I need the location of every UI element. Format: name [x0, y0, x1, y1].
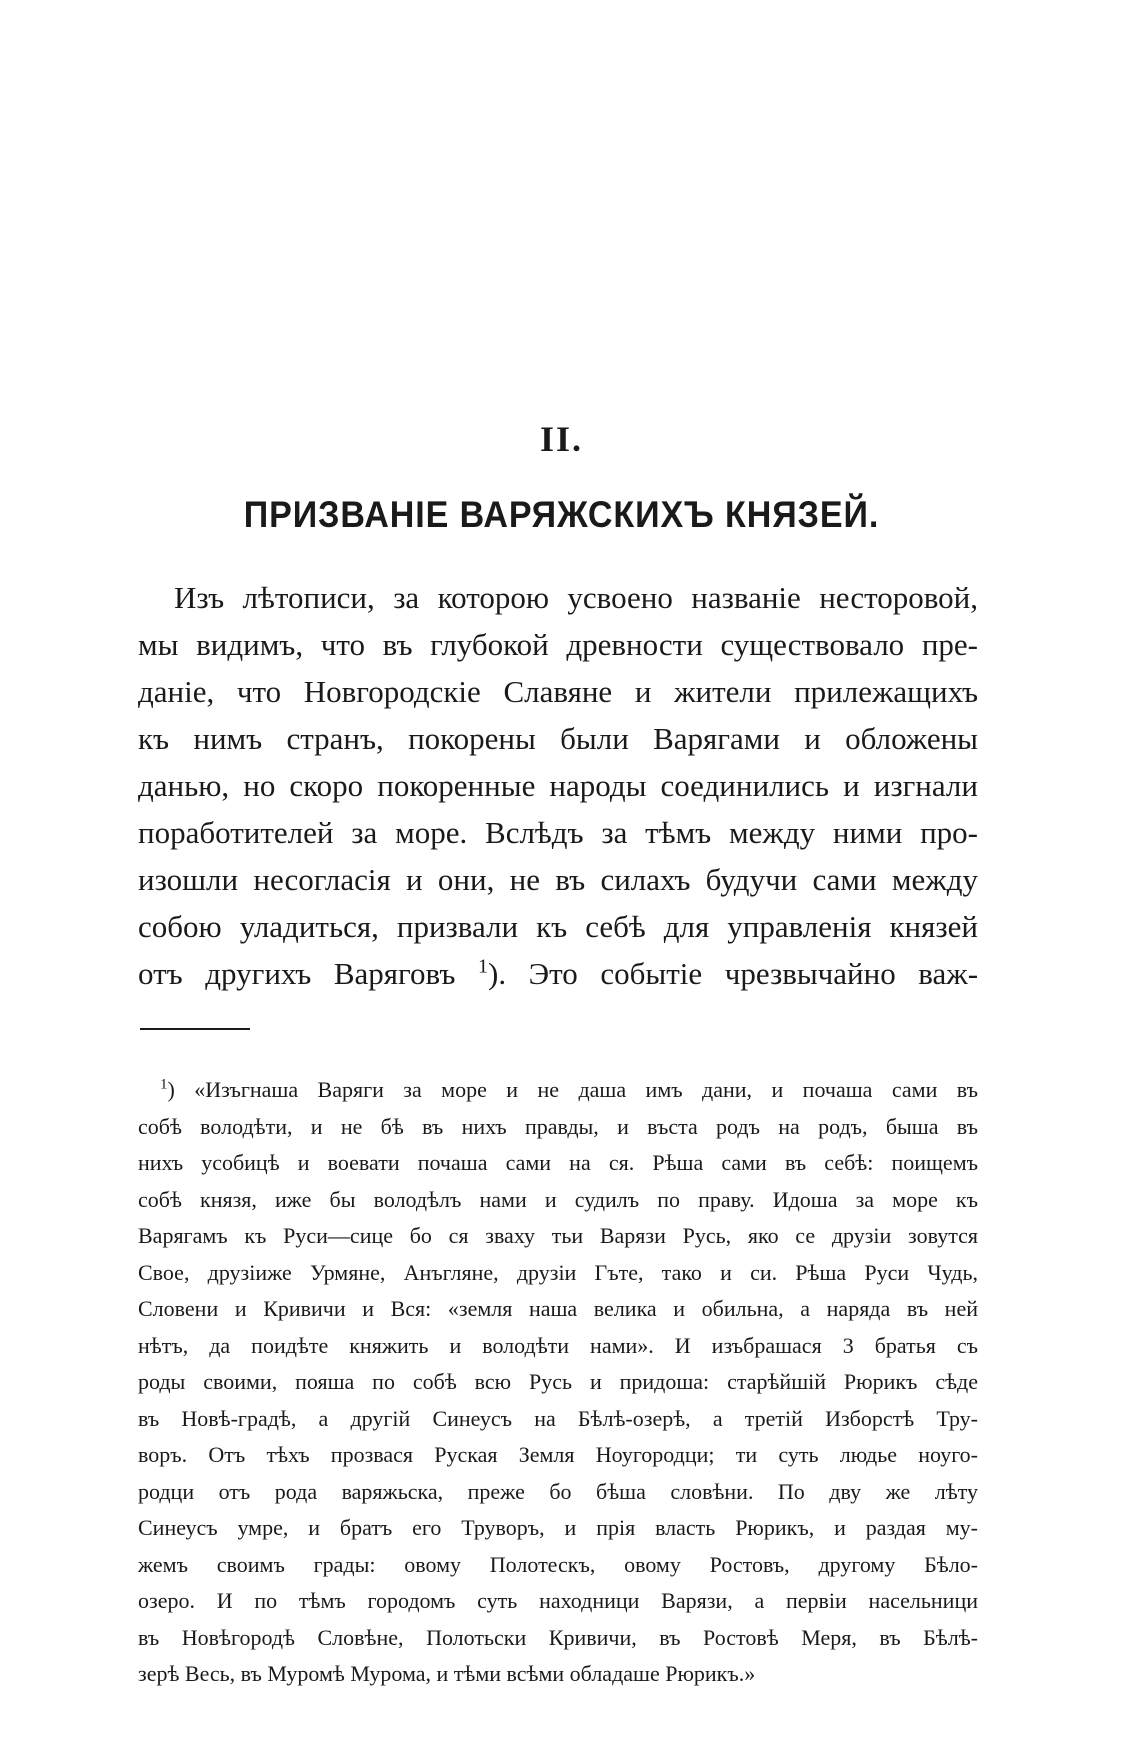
footnote-line: въ Новѣ-градѣ, а другій Синеусъ на Бѣлѣ-озерѣ, а третій Изборстѣ Тру-	[138, 1405, 978, 1431]
text-fragment: отъ другихъ Варяговъ	[138, 956, 456, 991]
text-fragment: ). Это событіе чрезвычайно важ-	[488, 956, 979, 991]
footnote-text: ) «Изъгнаша Варяги за море и не даша имъ дани, и почаша сами въ	[167, 1077, 978, 1102]
footnote-line: собѣ володѣти, и не бѣ въ нихъ правды, и въста родъ на родъ, быша въ	[138, 1113, 978, 1139]
footnote-line: роды своими, пояша по собѣ всю Русь и придоша: старѣйшій Рюрикъ сѣде	[138, 1369, 978, 1394]
footnote-line: Словени и Кривичи и Вся: «земля наша велика и обильна, а наряда въ ней	[138, 1296, 978, 1321]
footnote-line: родци отъ рода варяжьска, преже бо бѣша словѣни. По дву же лѣту	[138, 1478, 978, 1504]
footnote-line: нихъ усобицѣ и воевати почаша сами на ся. Рѣша сами въ себѣ: поищемъ	[138, 1150, 978, 1175]
footnote-line: Свое, друзіиже Урмяне, Анъгляне, друзіи Гъте, тако и си. Рѣша Руси Чудь,	[138, 1259, 978, 1285]
footnote-line: Синеусъ умре, и братъ его Труворъ, и прія власть Рюрикъ, и раздая му-	[138, 1515, 978, 1540]
text-line: Изъ лѣтописи, за которою усвоено названіе несторовой,	[174, 580, 978, 615]
footnote-line: собѣ князя, иже бы володѣлъ нами и судилъ по праву. Идоша за море къ	[138, 1186, 978, 1212]
main-text	[138, 574, 978, 997]
footnote-line: зерѣ Весь, въ Муромѣ Мурома, и тѣми всѣми обладаше Рюрикъ.»	[138, 1661, 756, 1686]
chapter-title: ПРИЗВАНІЕ ВАРЯЖСКИХЪ КНЯЗЕЙ.	[243, 494, 880, 535]
text-line: собою уладиться, призвали къ себѣ для управленія князей	[138, 909, 978, 944]
text-line: изошли несогласія и они, не въ силахъ будучи сами между	[138, 862, 978, 897]
footnote-divider	[140, 1028, 250, 1030]
footnote-line: Варягамъ къ Руси—сице бо ся зваху тьи Варязи Русь, яко се друзіи зовутся	[138, 1223, 978, 1248]
footnote-line	[138, 1072, 978, 1109]
footnote-line: нѣтъ, да поидѣте княжить и володѣти нами». И изъбрашася 3 братья съ	[138, 1332, 978, 1358]
footnote-line: жемъ своимъ грады: овому Полотескъ, овому Ростовъ, другому Бѣло-	[138, 1551, 978, 1577]
text-line	[138, 950, 978, 997]
footnote	[138, 1072, 978, 1693]
footnote-reference[interactable]: 1	[478, 955, 488, 978]
footnote-line: въ Новѣгородѣ Словѣне, Полотьски Кривичи, въ Ростовѣ Меря, въ Бѣлѣ-	[138, 1624, 978, 1650]
footnote-marker: 1	[160, 1076, 168, 1093]
text-line: данью, но скоро покоренные народы соединились и изгнали	[138, 768, 978, 803]
text-line: къ нимъ странъ, покорены были Варягами и обложены	[138, 721, 978, 756]
footnote-line: воръ. Отъ тѣхъ прозвася Руская Земля Ноугородци; ти суть людье ноуго-	[138, 1442, 978, 1467]
text-line: даніе, что Новгородскіе Славяне и жители прилежащихъ	[138, 674, 978, 709]
text-line: поработителей за море. Вслѣдъ за тѣмъ между ними про-	[138, 815, 978, 850]
text-line: мы видимъ, что въ глубокой древности существовало пре-	[138, 627, 978, 662]
footnote-line: озеро. И по тѣмъ городомъ суть находници Варязи, а первіи насельници	[138, 1588, 978, 1613]
chapter-number: II.	[539, 419, 584, 459]
